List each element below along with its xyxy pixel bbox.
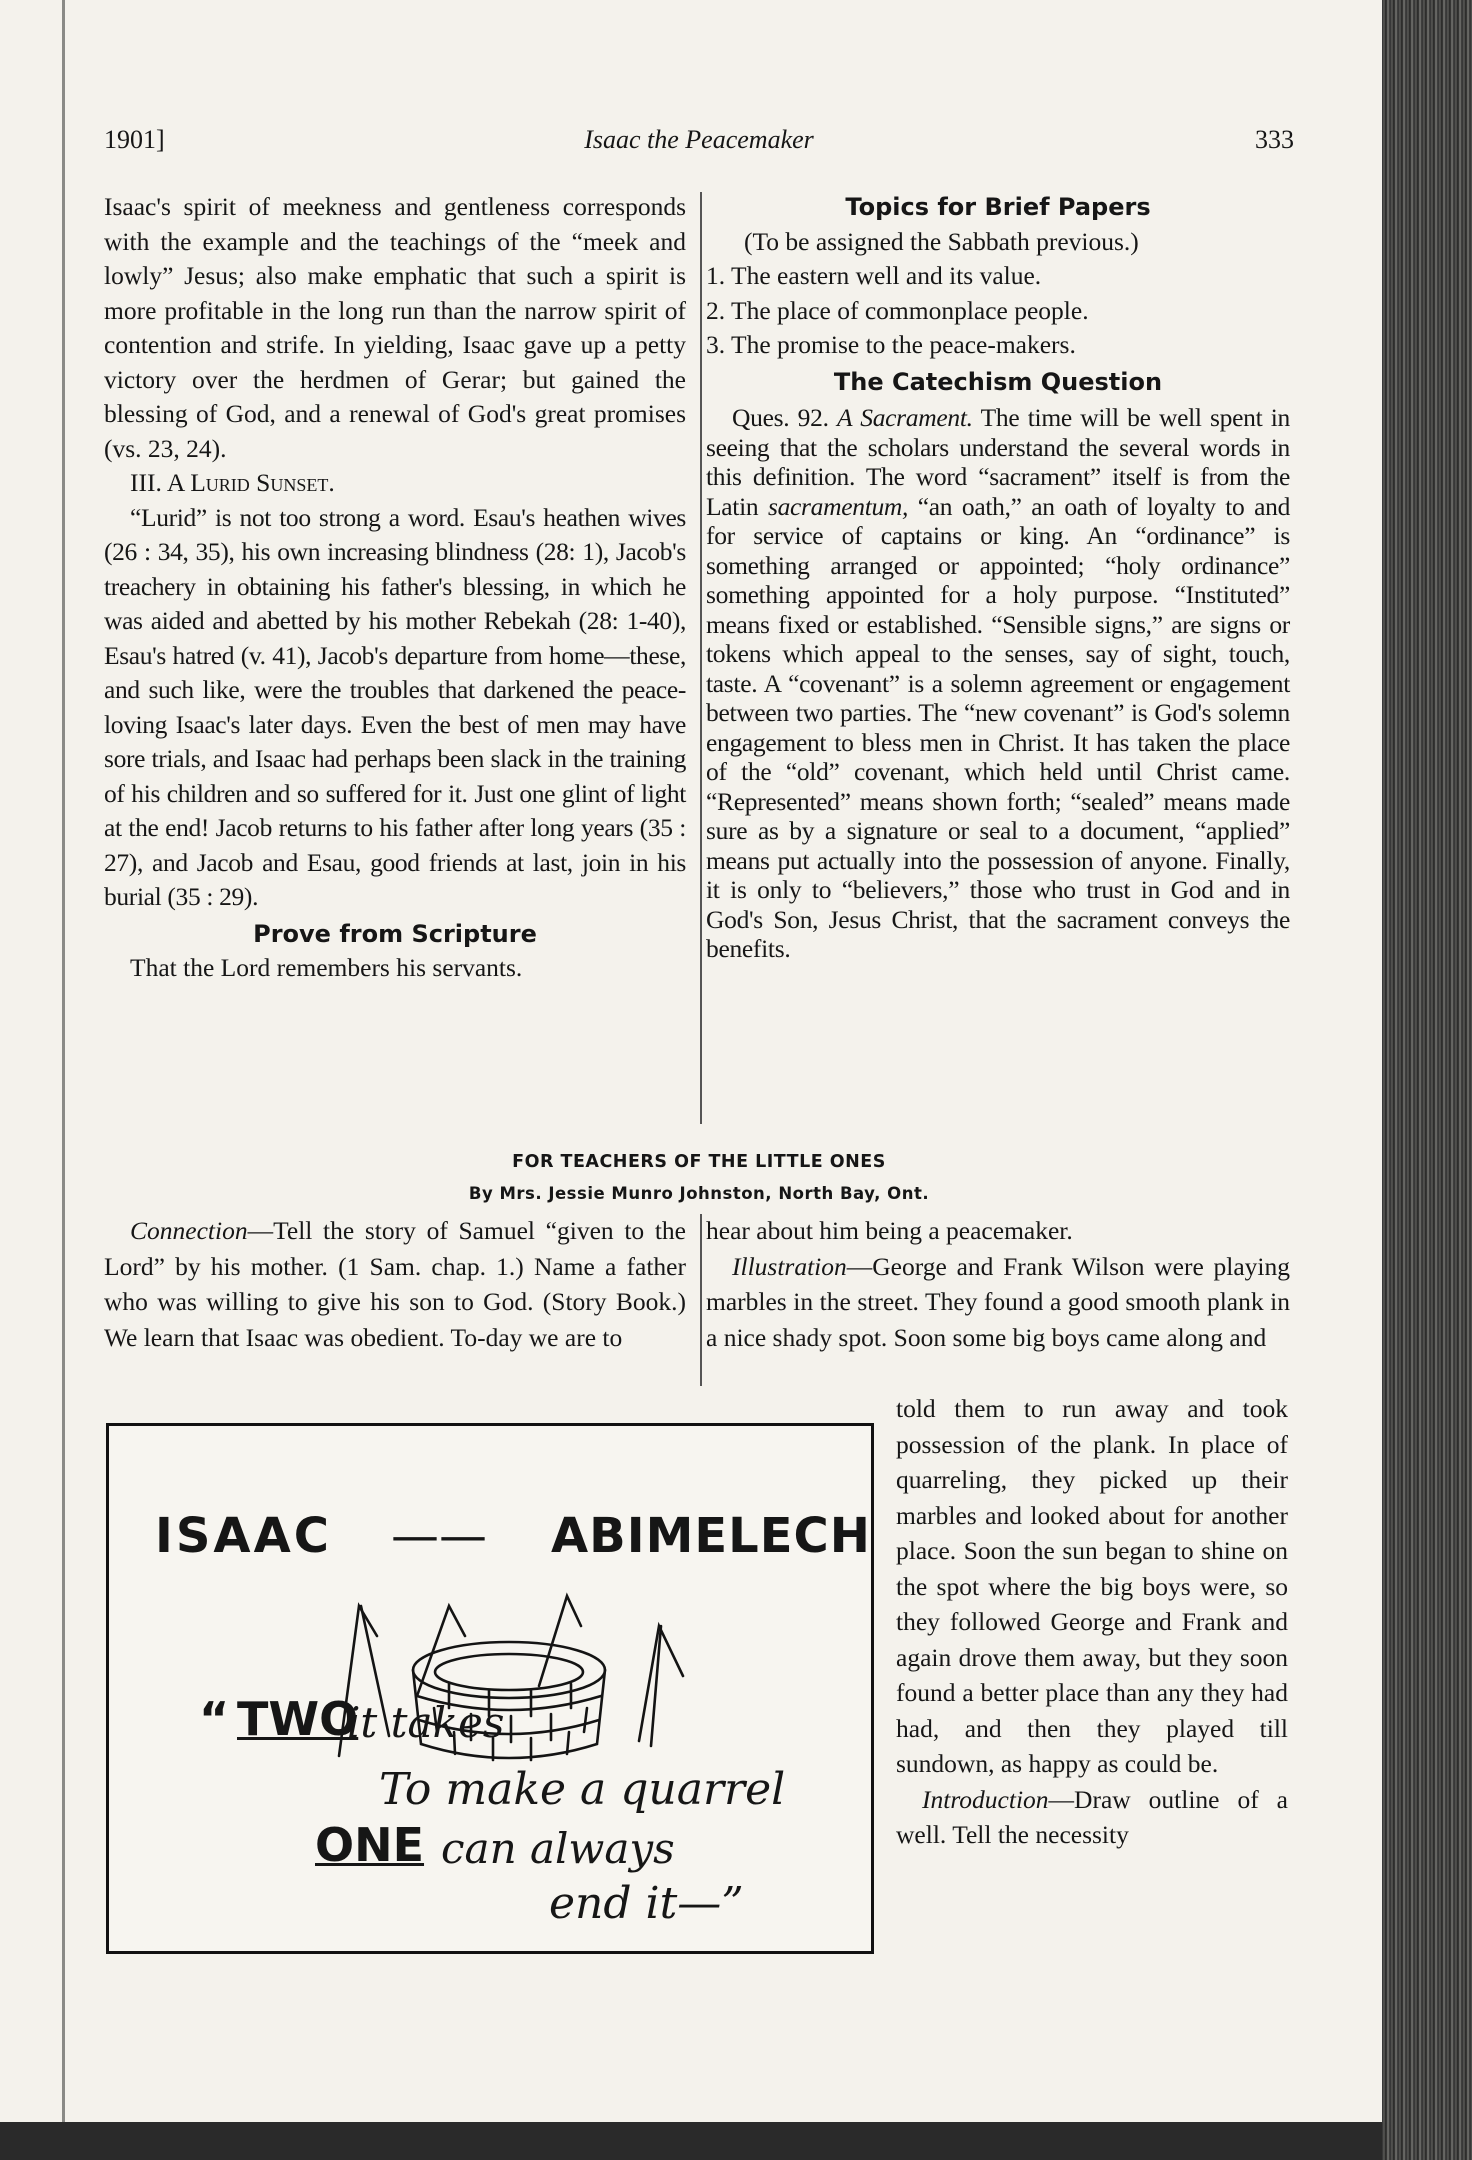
topic-1: 1. The eastern well and its value. <box>706 261 1042 290</box>
teachers-heading: FOR TEACHERS OF THE LITTLE ONES <box>512 1152 886 1172</box>
line-make-quarrel: To make a quarrel <box>379 1764 786 1815</box>
narrow-paragraph: told them to run away and took possession of the plank. In place of quarreling, they picked up their marbles and looked about for another place. Soon the sun began to shine on the spot where the big boys were, so they followed George and Frank and again drove them away, but they soon found a better place than any they had had, and then they played till sundown, as happy as could be. <box>896 1394 1288 1778</box>
paragraph-lurid: “Lurid” is not too strong a word. Esau's heathen wives (26 : 34, 35), his own increasing blindness (28: 1), Jacob's treachery in obtaining his father's blessing, in which he was aided and abetted by his mother Rebekah (28: 1-40), Esau's hatred (v. 41), Jacob's departure from home—these, and such like, were the troubles that darkened the peace-loving Isaac's later days. Even the best of men may have sore trials, and Isaac had perhaps been slack in the training of his children and so suffered for it. Just one glint of light at the end! Jacob returns to his father after long years (35 : 27), and Jacob and Esau, good friends at last, join in his burial (35 : 29). <box>104 502 686 911</box>
scan-bottom-edge <box>0 2122 1382 2160</box>
catechism-heading: The Catechism Question <box>833 367 1163 396</box>
teachers-byline: By Mrs. Jessie Munro Johnston, North Bay, Ont. <box>468 1184 930 1203</box>
connection-column <box>104 1213 686 1355</box>
column-divider-bottom <box>700 1214 702 1386</box>
isaac-label: ISAAC <box>155 1508 332 1564</box>
illustration-paragraph <box>706 1249 1290 1356</box>
catechism-text-1: The time will be well spent in seeing that the scholars understand the several words in this definition. The word “sacrament” itself is from the Latin <box>706 403 1290 521</box>
connection-paragraph <box>104 1213 686 1355</box>
right-column <box>706 190 1290 964</box>
topics-heading: Topics for Brief Papers <box>845 193 1151 221</box>
prove-text: That the Lord remembers his servants. <box>130 953 523 982</box>
catechism-text-2: “an oath,” an oath of loyalty to and for service of captains or king. An “ordinance” is something arranged or appointed; “holy ordinance” something appointed for a holy purpose. “Instituted” means fixed or established. “Sensible signs,” are signs or tokens which appeal to the senses, say of sight, touch, taste. A “covenant” is a solemn agreement or engagement between two parties. The “new covenant” is God's solemn engagement to bless men in Christ. It has taken the place of the “old” covenant, which held until Christ came. “Represented” means shown forth; “sealed” means made sure as by a signature or seal to a document, “applied” means put actually into the possession of anyone. Finally, it is only to “believers,” those who trust in God and in God's Son, Jesus Christ, that the sacrament conveys the benefits. <box>706 491 1291 963</box>
line-end-it: end it—” <box>549 1878 744 1929</box>
page-number: 333 <box>1255 125 1294 154</box>
catechism-latin: sacramentum, <box>767 491 909 521</box>
left-column <box>104 190 686 986</box>
line-it-takes: it takes <box>347 1698 505 1747</box>
book-page-edges <box>1382 0 1472 2160</box>
blackboard-illustration <box>106 1423 874 1954</box>
gutter-line <box>62 0 65 2160</box>
word-one: ONE <box>315 1818 425 1872</box>
paragraph-meekness: Isaac's spirit of meekness and gentleness corresponds with the example and the teachings of the “meek and lowly” Jesus; also make emphatic that such a spirit is more profitable in the long run than the narrow spirit of contention and strife. In yielding, Isaac gave up a petty victory over the herdmen of Gerar; but gained the blessing of God, and a renewal of God's great promises (vs. 23, 24). <box>104 192 686 463</box>
illustration-label: Illustration <box>732 1251 847 1281</box>
narrow-column <box>896 1391 1288 1853</box>
introduction-label: Introduction <box>922 1784 1049 1814</box>
abimelech-label: ABIMELECH <box>551 1508 871 1564</box>
section-heading <box>104 466 686 501</box>
connection-text: —Tell the story of Samuel “given to the Lord” by his mother. (1 Sam. chap. 1.) Name a father who was willing to give his son to God. (Story Book.) We learn that Isaac was obedient. To-day we are to <box>104 1216 686 1352</box>
catechism-paragraph <box>706 403 1290 964</box>
open-quote: “ <box>199 1692 230 1746</box>
topic-3: 3. The promise to the peace-makers. <box>706 330 1076 359</box>
prove-heading: Prove from Scripture <box>253 919 537 948</box>
catechism-question-number: Ques. 92. <box>732 403 829 432</box>
catechism-topic: A Sacrament. <box>837 403 973 432</box>
connection-label: Connection <box>130 1216 248 1245</box>
topics-note: (To be assigned the Sabbath previous.) <box>744 226 1139 256</box>
topic-2: 2. The place of commonplace people. <box>706 295 1089 325</box>
illustration-column <box>706 1213 1290 1355</box>
running-header <box>104 125 1294 165</box>
section-number: III. A <box>130 468 184 497</box>
header-year: 1901] <box>104 125 165 154</box>
section-title: Lurid Sunset. <box>190 468 335 497</box>
word-two: TWO <box>237 1692 359 1746</box>
introduction-text: —Draw outline of a well. Tell the necessity <box>896 1784 1288 1849</box>
peacemaker-line: hear about him being a peacemaker. <box>706 1216 1073 1245</box>
line-can-always: can always <box>441 1824 675 1873</box>
illustration-text: —George and Frank Wilson were playing marbles in the street. They found a good smooth plank in a nice shady spot. Soon some big boys came along and <box>706 1251 1290 1352</box>
header-title: Isaac the Peacemaker <box>584 125 814 154</box>
introduction-paragraph <box>896 1782 1288 1853</box>
title-dash: —— <box>391 1508 487 1564</box>
column-divider-top <box>700 192 702 1124</box>
